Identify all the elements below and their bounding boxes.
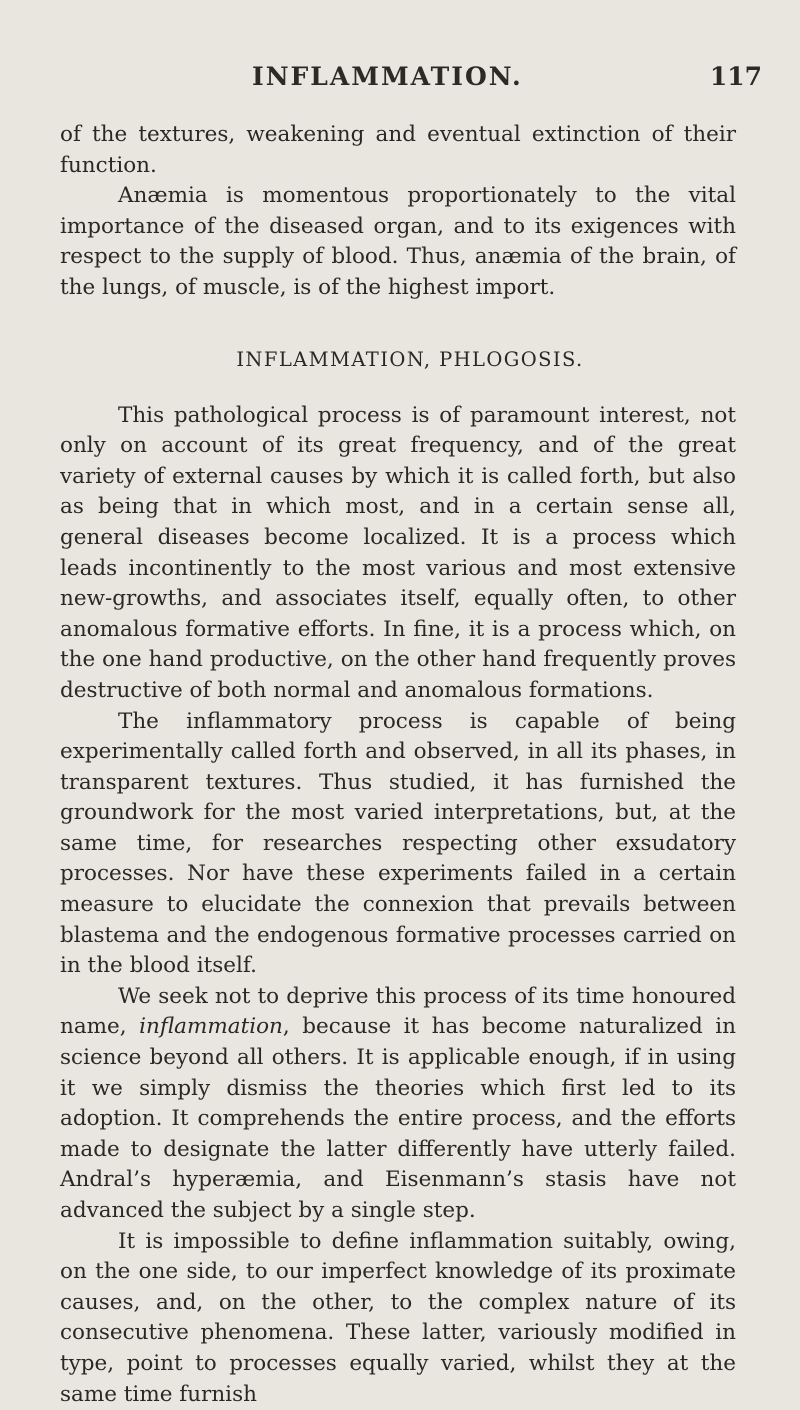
paragraph-continuation: of the textures, weakening and eventual extinction of their function. (60, 122, 736, 178)
running-title: INFLAMMATION. (252, 62, 523, 91)
body-text (60, 120, 736, 1410)
page-number: 117 (709, 62, 762, 91)
paragraph-anaemia: Anæmia is momentous proportionately to the vital importance of the diseased organ, and to its exigences with respect to the supply of blood. Thus, anæmia of the brain, of the lungs, of muscle, is of the highest import. (60, 183, 736, 300)
paragraph-definition: It is impossible to define inflammation suitably, owing, on the one side, to our imperfect knowledge of its proximate causes, and, on the other, to the complex nature of its consecutive phenomena. These latter, variously modified in type, point to processes equally varied, whilst they at the same time furnish (60, 1228, 736, 1407)
paragraph-pathological-process: This pathological process is of paramount interest, not only on account of its great frequency, and of the great variety of external causes by which it is called forth, but also as being that in which most, and in a certain sense all, general diseases become localized. It is a process which leads incontinently to the most various and most extensive new-growths, and associates itself, equally often, to other anomalous formative efforts. In fine, it is a process which, on the one hand productive, on the other hand frequently proves destructive of both normal and anomalous formations. (60, 402, 736, 703)
paragraph-name-start: We seek not to deprive this process of its time honoured name, (60, 983, 736, 1040)
emphasized-term: inflammation (139, 1014, 283, 1040)
paragraph-inflammatory-process: The inflammatory process is capable of being experimentally called forth and observed, in all its phases, in transparent textures. Thus studied, it has furnished the groundwork for the most varied interpretations, but, at the same time, for researches respecting other exsudatory processes. Nor have these experiments failed in a certain measure to elucidate the connexion that prevails between blastema and the endogenous formative processes carried on in the blood itself. (60, 708, 736, 979)
running-head (0, 62, 800, 102)
section-heading: INFLAMMATION, PHLOGOSIS. (236, 347, 584, 371)
paragraph-name (60, 982, 736, 1227)
paragraph-name-end: , because it has become naturalized in science beyond all others. It is applicable enough, if in using it we simply dismiss the theories which first led to its adoption. It comprehends the entire process, and the efforts made to designate the latter differently have utterly failed. Andral’s hyperæmia, and Eisenmann’s stasis have not advanced the subject by a single step. (60, 1014, 736, 1223)
